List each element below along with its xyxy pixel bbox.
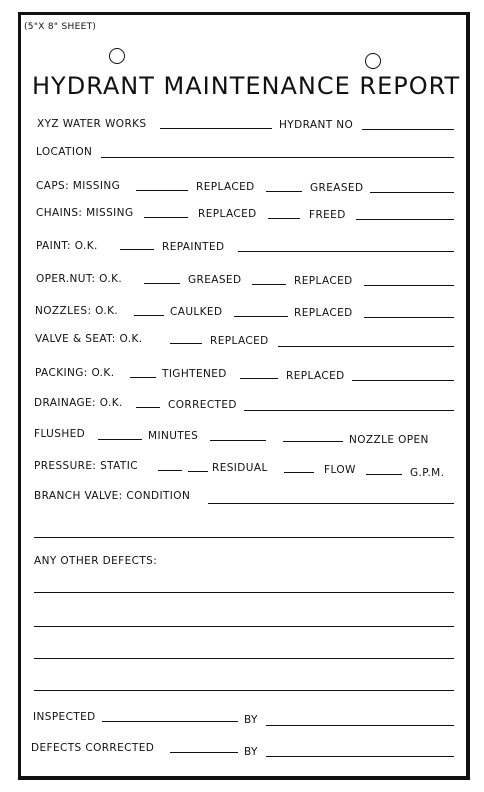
hydrant-no-label: HYDRANT NO	[279, 119, 354, 131]
water-works-label: XYZ WATER WORKS	[37, 118, 147, 130]
packing-replaced-label: REPLACED	[286, 370, 345, 382]
flushed-label: FLUSHED	[34, 428, 86, 440]
branch-valve-label: BRANCH VALVE: CONDITION	[34, 490, 191, 502]
sheet-size-note: (5"X 8" SHEET)	[24, 22, 97, 32]
form-title: HYDRANT MAINTENANCE REPORT	[32, 72, 461, 100]
drainage-corrected-field[interactable]	[244, 410, 454, 411]
nozzles-caulked-label: CAULKED	[170, 306, 223, 318]
water-works-field[interactable]	[160, 128, 272, 129]
pressure-static-field[interactable]	[158, 470, 182, 471]
location-field[interactable]	[101, 157, 454, 158]
inspected-date-field[interactable]	[102, 721, 238, 722]
caps-greased-label: GREASED	[310, 182, 364, 194]
gpm-label: G.P.M.	[410, 467, 445, 479]
corrected-by-label: BY	[244, 746, 258, 758]
nozzles-ok-field[interactable]	[134, 315, 164, 316]
flow-field[interactable]	[366, 474, 402, 475]
paint-ok-field[interactable]	[120, 249, 154, 250]
minutes-field[interactable]	[210, 440, 266, 441]
paint-ok-label: PAINT: O.K.	[36, 240, 98, 252]
caps-replaced-field[interactable]	[266, 191, 302, 192]
valve-seat-replaced-field[interactable]	[278, 346, 454, 347]
caps-missing-field[interactable]	[136, 190, 188, 191]
oper-nut-ok-label: OPER.NUT: O.K.	[36, 273, 123, 285]
oper-nut-replaced-field[interactable]	[364, 285, 454, 286]
flushed-field[interactable]	[98, 439, 142, 440]
other-defects-line-2[interactable]	[34, 626, 454, 627]
oper-nut-greased-field[interactable]	[252, 284, 286, 285]
corrected-by-field[interactable]	[266, 756, 454, 757]
valve-seat-ok-label: VALVE & SEAT: O.K.	[35, 333, 143, 345]
other-defects-line-1[interactable]	[34, 592, 454, 593]
drainage-ok-field[interactable]	[136, 407, 160, 408]
paint-repainted-field[interactable]	[238, 251, 454, 252]
chains-missing-field[interactable]	[144, 217, 188, 218]
nozzle-open-field[interactable]	[283, 441, 343, 442]
inspected-by-label: BY	[244, 714, 258, 726]
other-defects-line-4[interactable]	[34, 690, 454, 691]
paint-repainted-label: REPAINTED	[162, 241, 225, 253]
punch-hole-right	[365, 53, 381, 69]
location-label: LOCATION	[36, 146, 93, 158]
nozzle-open-label: NOZZLE OPEN	[349, 434, 429, 446]
chains-freed-field[interactable]	[356, 219, 454, 220]
inspected-label: INSPECTED	[33, 711, 96, 723]
packing-replaced-field[interactable]	[352, 380, 454, 381]
flow-label: FLOW	[324, 464, 356, 476]
drainage-ok-label: DRAINAGE: O.K.	[34, 397, 123, 409]
caps-greased-field[interactable]	[370, 192, 454, 193]
inspected-by-field[interactable]	[266, 725, 454, 726]
oper-nut-ok-field[interactable]	[144, 283, 180, 284]
drainage-corrected-label: CORRECTED	[168, 399, 237, 411]
oper-nut-replaced-label: REPLACED	[294, 275, 353, 287]
residual-field[interactable]	[284, 472, 314, 473]
pressure-static-field-2[interactable]	[188, 471, 208, 472]
chains-replaced-label: REPLACED	[198, 208, 257, 220]
hydrant-no-field[interactable]	[362, 129, 454, 130]
valve-seat-ok-field[interactable]	[170, 343, 202, 344]
oper-nut-greased-label: GREASED	[188, 274, 242, 286]
defects-corrected-date-field[interactable]	[170, 752, 238, 753]
caps-replaced-label: REPLACED	[196, 181, 255, 193]
other-defects-line-3[interactable]	[34, 658, 454, 659]
packing-tightened-field[interactable]	[240, 378, 278, 379]
pressure-static-label: PRESSURE: STATIC	[34, 460, 138, 472]
other-defects-label: ANY OTHER DEFECTS:	[34, 555, 158, 567]
packing-ok-label: PACKING: O.K.	[35, 367, 115, 379]
packing-ok-field[interactable]	[130, 377, 156, 378]
residual-label: RESIDUAL	[212, 462, 268, 474]
packing-tightened-label: TIGHTENED	[162, 368, 227, 380]
branch-valve-field-line-2[interactable]	[34, 537, 454, 538]
nozzles-replaced-label: REPLACED	[294, 307, 353, 319]
chains-replaced-field[interactable]	[268, 218, 300, 219]
chains-missing-label: CHAINS: MISSING	[36, 207, 134, 219]
nozzles-caulked-field[interactable]	[234, 316, 288, 317]
valve-seat-replaced-label: REPLACED	[210, 335, 269, 347]
nozzles-replaced-field[interactable]	[364, 317, 454, 318]
caps-missing-label: CAPS: MISSING	[36, 180, 121, 192]
punch-hole-left	[109, 48, 125, 64]
branch-valve-field[interactable]	[208, 503, 454, 504]
defects-corrected-label: DEFECTS CORRECTED	[31, 742, 155, 754]
chains-freed-label: FREED	[309, 209, 346, 221]
minutes-label: MINUTES	[148, 430, 199, 442]
nozzles-ok-label: NOZZLES: O.K.	[35, 305, 119, 317]
